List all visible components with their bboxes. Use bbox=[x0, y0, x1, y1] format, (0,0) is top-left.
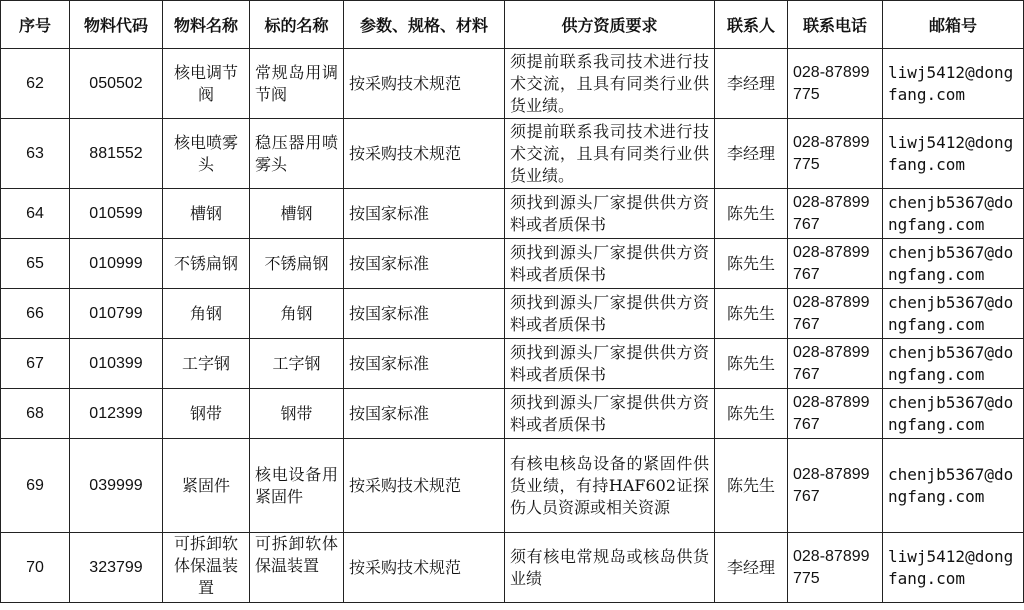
cell-spec: 按采购技术规范 bbox=[344, 533, 505, 603]
cell-contact: 陈先生 bbox=[715, 289, 788, 339]
cell-email: chenjb5367@dongfang.com bbox=[883, 339, 1024, 389]
table-row bbox=[1, 389, 1024, 439]
cell-code: 010599 bbox=[70, 189, 163, 239]
cell-spec: 按国家标准 bbox=[344, 189, 505, 239]
table-row bbox=[1, 439, 1024, 533]
cell-requirement: 有核电核岛设备的紧固件供货业绩，有持HAF602证探伤人员资源或相关资源 bbox=[505, 439, 715, 533]
table-row bbox=[1, 339, 1024, 389]
cell-email: liwj5412@dongfang.com bbox=[883, 49, 1024, 119]
cell-spec: 按采购技术规范 bbox=[344, 49, 505, 119]
header-spec: 参数、规格、材料 bbox=[344, 1, 505, 49]
header-no: 序号 bbox=[1, 1, 70, 49]
cell-phone: 028-87899767 bbox=[788, 189, 883, 239]
header-row bbox=[1, 1, 1024, 49]
cell-email: chenjb5367@dongfang.com bbox=[883, 389, 1024, 439]
cell-spec: 按采购技术规范 bbox=[344, 119, 505, 189]
cell-requirement: 须找到源头厂家提供供方资料或者质保书 bbox=[505, 389, 715, 439]
cell-email: chenjb5367@dongfang.com bbox=[883, 289, 1024, 339]
cell-no: 67 bbox=[1, 339, 70, 389]
cell-contact: 陈先生 bbox=[715, 189, 788, 239]
header-phone: 联系电话 bbox=[788, 1, 883, 49]
cell-phone: 028-87899775 bbox=[788, 533, 883, 603]
cell-material: 工字钢 bbox=[163, 339, 250, 389]
cell-no: 65 bbox=[1, 239, 70, 289]
cell-code: 010999 bbox=[70, 239, 163, 289]
cell-requirement: 须有核电常规岛或核岛供货业绩 bbox=[505, 533, 715, 603]
cell-spec: 按国家标准 bbox=[344, 389, 505, 439]
cell-material: 可拆卸软体保温装置 bbox=[163, 533, 250, 603]
cell-code: 323799 bbox=[70, 533, 163, 603]
cell-target: 可拆卸软体保温装置 bbox=[250, 533, 344, 603]
cell-code: 050502 bbox=[70, 49, 163, 119]
cell-target: 角钢 bbox=[250, 289, 344, 339]
cell-phone: 028-87899767 bbox=[788, 439, 883, 533]
cell-requirement: 须提前联系我司技术进行技术交流，且具有同类行业供货业绩。 bbox=[505, 119, 715, 189]
cell-email: chenjb5367@dongfang.com bbox=[883, 239, 1024, 289]
cell-requirement: 须找到源头厂家提供供方资料或者质保书 bbox=[505, 189, 715, 239]
header-requirement: 供方资质要求 bbox=[505, 1, 715, 49]
cell-email: liwj5412@dongfang.com bbox=[883, 533, 1024, 603]
cell-contact: 李经理 bbox=[715, 119, 788, 189]
cell-material: 核电调节阀 bbox=[163, 49, 250, 119]
cell-material: 核电喷雾头 bbox=[163, 119, 250, 189]
table-row bbox=[1, 239, 1024, 289]
header-email: 邮箱号 bbox=[883, 1, 1024, 49]
cell-requirement: 须提前联系我司技术进行技术交流，且具有同类行业供货业绩。 bbox=[505, 49, 715, 119]
cell-email: chenjb5367@dongfang.com bbox=[883, 189, 1024, 239]
cell-material: 角钢 bbox=[163, 289, 250, 339]
cell-contact: 李经理 bbox=[715, 49, 788, 119]
header-code: 物料代码 bbox=[70, 1, 163, 49]
cell-no: 62 bbox=[1, 49, 70, 119]
cell-no: 66 bbox=[1, 289, 70, 339]
cell-spec: 按国家标准 bbox=[344, 339, 505, 389]
cell-contact: 陈先生 bbox=[715, 239, 788, 289]
cell-phone: 028-87899775 bbox=[788, 119, 883, 189]
cell-code: 881552 bbox=[70, 119, 163, 189]
cell-requirement: 须找到源头厂家提供供方资料或者质保书 bbox=[505, 339, 715, 389]
cell-email: chenjb5367@dongfang.com bbox=[883, 439, 1024, 533]
cell-phone: 028-87899767 bbox=[788, 239, 883, 289]
cell-target: 核电设备用紧固件 bbox=[250, 439, 344, 533]
cell-no: 68 bbox=[1, 389, 70, 439]
cell-target: 常规岛用调节阀 bbox=[250, 49, 344, 119]
table-row bbox=[1, 533, 1024, 603]
header-target: 标的名称 bbox=[250, 1, 344, 49]
cell-contact: 李经理 bbox=[715, 533, 788, 603]
cell-no: 63 bbox=[1, 119, 70, 189]
cell-spec: 按国家标准 bbox=[344, 239, 505, 289]
table-row bbox=[1, 119, 1024, 189]
table-header bbox=[1, 1, 1024, 49]
cell-phone: 028-87899767 bbox=[788, 389, 883, 439]
cell-spec: 按国家标准 bbox=[344, 289, 505, 339]
table-row bbox=[1, 189, 1024, 239]
cell-code: 012399 bbox=[70, 389, 163, 439]
cell-code: 039999 bbox=[70, 439, 163, 533]
cell-contact: 陈先生 bbox=[715, 439, 788, 533]
cell-target: 槽钢 bbox=[250, 189, 344, 239]
cell-no: 64 bbox=[1, 189, 70, 239]
cell-spec: 按采购技术规范 bbox=[344, 439, 505, 533]
cell-contact: 陈先生 bbox=[715, 339, 788, 389]
cell-code: 010799 bbox=[70, 289, 163, 339]
cell-code: 010399 bbox=[70, 339, 163, 389]
cell-phone: 028-87899767 bbox=[788, 289, 883, 339]
cell-material: 槽钢 bbox=[163, 189, 250, 239]
table-row bbox=[1, 289, 1024, 339]
cell-material: 紧固件 bbox=[163, 439, 250, 533]
cell-contact: 陈先生 bbox=[715, 389, 788, 439]
cell-material: 不锈扁钢 bbox=[163, 239, 250, 289]
cell-target: 稳压器用喷雾头 bbox=[250, 119, 344, 189]
cell-requirement: 须找到源头厂家提供供方资料或者质保书 bbox=[505, 239, 715, 289]
cell-target: 不锈扁钢 bbox=[250, 239, 344, 289]
cell-email: liwj5412@dongfang.com bbox=[883, 119, 1024, 189]
header-material: 物料名称 bbox=[163, 1, 250, 49]
cell-target: 工字钢 bbox=[250, 339, 344, 389]
table-body bbox=[1, 49, 1024, 603]
cell-no: 69 bbox=[1, 439, 70, 533]
cell-phone: 028-87899767 bbox=[788, 339, 883, 389]
cell-material: 钢带 bbox=[163, 389, 250, 439]
cell-target: 钢带 bbox=[250, 389, 344, 439]
header-contact: 联系人 bbox=[715, 1, 788, 49]
cell-no: 70 bbox=[1, 533, 70, 603]
cell-phone: 028-87899775 bbox=[788, 49, 883, 119]
cell-requirement: 须找到源头厂家提供供方资料或者质保书 bbox=[505, 289, 715, 339]
table-row bbox=[1, 49, 1024, 119]
